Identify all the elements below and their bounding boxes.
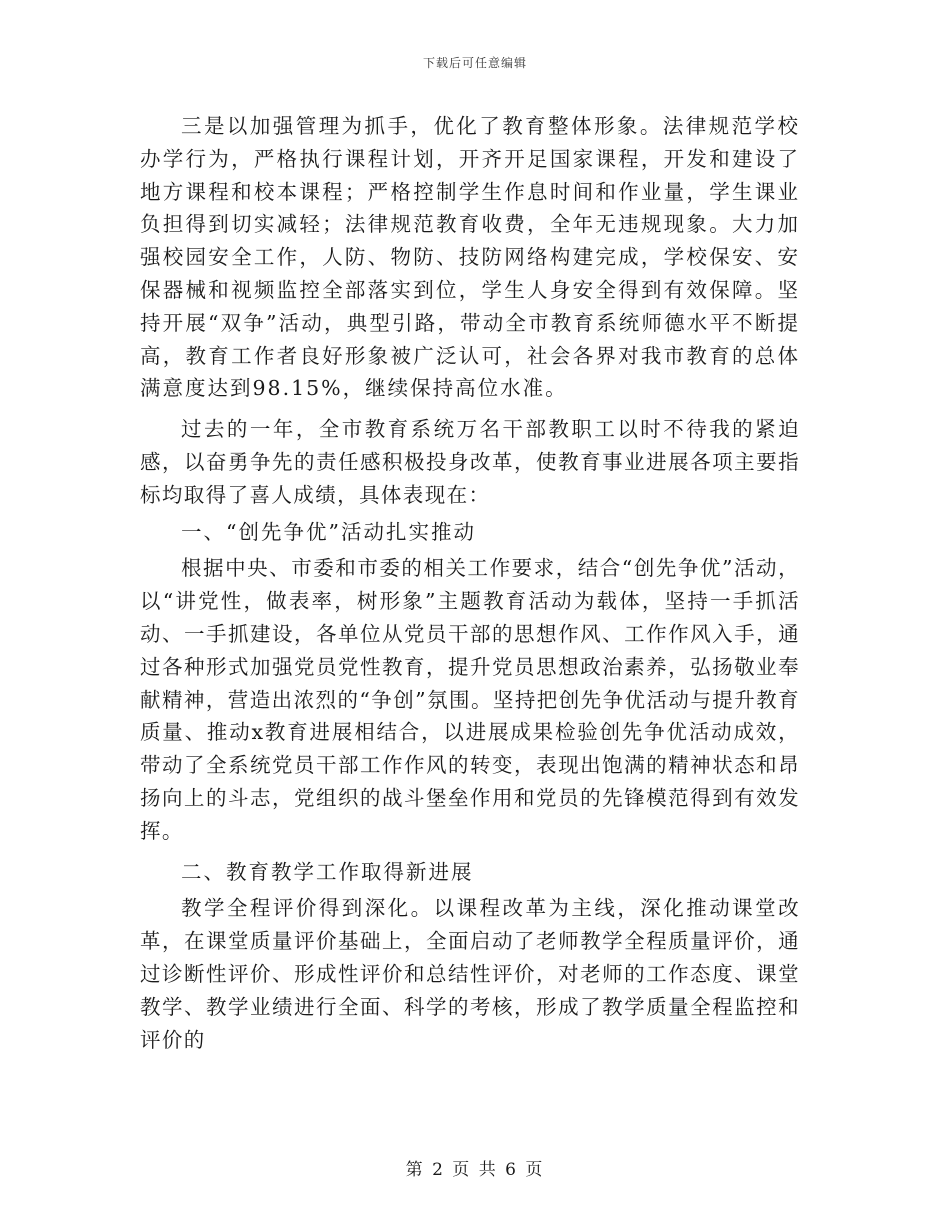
section-heading-1: 一、“创先争优”活动扎实推动 (181, 519, 476, 544)
document-body (140, 110, 800, 1056)
page-header: 下载后可任意编辑 (422, 56, 527, 70)
paragraph-management: 三是以加强管理为抓手，优化了教育整体形象。法律规范学校办学行为，严格执行课程计划，开齐开足国家课程，开发和建设了地方课程和校本课程；严格控制学生作息时间和作业量，学生课业负担得到切实减轻；法律规范教育收费，全年无违规现象。大力加强校园安全工作，人防、物防、技防网络构建完成，学校保安、安保器械和视频监控全部落实到位，学生人身安全得到有效保障。坚持开展“双争”活动，典型引路，带动全市教育系统师德水平不断提高，教育工作者良好形象被广泛认可，社会各界对我市教育的总体满意度达到98.15%，继续保持高位水准。 (140, 114, 800, 401)
page-number: 第 2 页 共 6 页 (405, 1160, 545, 1180)
paragraph-chuangxian: 根据中央、市委和市委的相关工作要求，结合“创先争优”活动，以“讲党性，做表率，树形象”主题教育活动为载体，坚持一手抓活动、一手抓建设，各单位从党员干部的思想作风、工作作风入手，通过各种形式加强党员党性教育，提升党员思想政治素养，弘扬敬业奉献精神，营造出浓烈的“争创”氛围。坚持把创先争优活动与提升教育质量、推动x教育进展相结合，以进展成果检验创先争优活动成效，带动了全系统党员干部工作作风的转变，表现出饱满的精神状态和昂扬向上的斗志，党组织的战斗堡垒作用和党员的先锋模范得到有效发挥。 (140, 556, 800, 843)
paragraph-teaching-evaluation: 教学全程评价得到深化。以课程改革为主线，深化推动课堂改革，在课堂质量评价基础上，全面启动了老师教学全程质量评价，通过诊断性评价、形成性评价和总结性评价，对老师的工作态度、课堂教学、教学业绩进行全面、科学的考核，形成了教学质量全程监控和评价的 (140, 896, 800, 1052)
section-heading-2: 二、教育教学工作取得新进展 (181, 859, 474, 884)
paragraph-past-year: 过去的一年，全市教育系统万名干部教职工以时不待我的紧迫感，以奋勇争先的责任感积极投身改革，使教育事业进展各项主要指标均取得了喜人成绩，具体表现在： (140, 417, 800, 507)
